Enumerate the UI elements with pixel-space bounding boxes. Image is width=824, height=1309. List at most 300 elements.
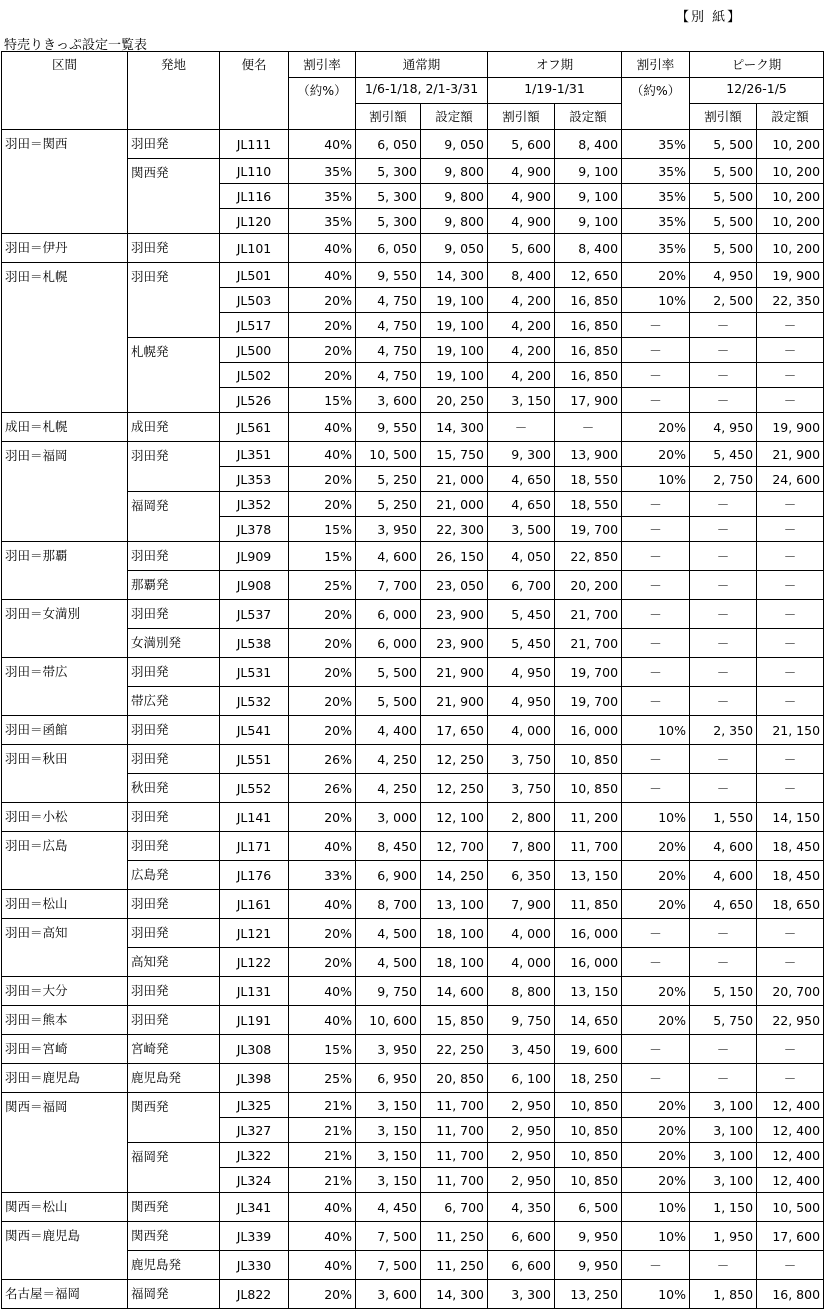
origin-cell: 羽田発 (128, 130, 220, 159)
off-discount-cell: 5, 450 (488, 629, 555, 658)
peak-discount-cell: 4, 650 (690, 890, 757, 919)
peak-discount-cell: 3, 100 (690, 1143, 757, 1168)
origin-cell: 羽田発 (128, 263, 220, 338)
rate-normal-cell: 40% (289, 130, 356, 159)
origin-cell: 鹿児島発 (128, 1251, 220, 1280)
off-fare-cell: 16, 850 (555, 338, 622, 363)
off-discount-cell: 5, 600 (488, 234, 555, 263)
header-peak-dates: 12/26-1/5 (690, 78, 824, 104)
route-cell: 羽田＝宮崎 (2, 1035, 128, 1064)
header-origin: 発地 (128, 52, 220, 130)
flight-number-cell: JL339 (220, 1222, 289, 1251)
normal-fare-cell: 15, 850 (421, 1006, 488, 1035)
normal-discount-cell: 4, 750 (356, 288, 421, 313)
off-fare-cell: 8, 400 (555, 234, 622, 263)
flight-number-cell: JL322 (220, 1143, 289, 1168)
peak-discount-cell: 4, 600 (690, 861, 757, 890)
rate-normal-cell: 40% (289, 1006, 356, 1035)
origin-cell: 羽田発 (128, 977, 220, 1006)
peak-fare-cell: 10, 200 (757, 209, 824, 234)
peak-discount-cell: － (690, 517, 757, 542)
table-row (2, 1064, 824, 1093)
flight-number-cell: JL161 (220, 890, 289, 919)
off-discount-cell: 2, 800 (488, 803, 555, 832)
peak-discount-cell: － (690, 919, 757, 948)
normal-fare-cell: 9, 050 (421, 130, 488, 159)
off-discount-cell: 3, 750 (488, 774, 555, 803)
peak-discount-cell: － (690, 948, 757, 977)
flight-number-cell: JL327 (220, 1118, 289, 1143)
off-fare-cell: 10, 850 (555, 1168, 622, 1193)
off-discount-cell: 6, 100 (488, 1064, 555, 1093)
header-flight: 便名 (220, 52, 289, 130)
flight-number-cell: JL176 (220, 861, 289, 890)
rate-normal-cell: 40% (289, 977, 356, 1006)
rate-normal-cell: 15% (289, 542, 356, 571)
normal-fare-cell: 23, 900 (421, 600, 488, 629)
rate-peak-cell: 20% (622, 413, 690, 442)
normal-discount-cell: 10, 600 (356, 1006, 421, 1035)
rate-normal-cell: 20% (289, 716, 356, 745)
normal-discount-cell: 6, 050 (356, 130, 421, 159)
rate-normal-cell: 20% (289, 629, 356, 658)
flight-number-cell: JL122 (220, 948, 289, 977)
peak-fare-cell: 12, 400 (757, 1168, 824, 1193)
normal-fare-cell: 14, 300 (421, 1280, 488, 1309)
peak-discount-cell: 5, 500 (690, 184, 757, 209)
peak-discount-cell: － (690, 1251, 757, 1280)
off-fare-cell: 9, 100 (555, 184, 622, 209)
route-cell: 羽田＝秋田 (2, 745, 128, 803)
normal-fare-cell: 23, 900 (421, 629, 488, 658)
rate-peak-cell: － (622, 492, 690, 517)
table-row (2, 1035, 824, 1064)
origin-cell: 羽田発 (128, 716, 220, 745)
off-discount-cell: 8, 800 (488, 977, 555, 1006)
peak-discount-cell: 5, 500 (690, 159, 757, 184)
flight-number-cell: JL111 (220, 130, 289, 159)
peak-fare-cell: － (757, 338, 824, 363)
peak-discount-cell: － (690, 687, 757, 716)
normal-fare-cell: 14, 600 (421, 977, 488, 1006)
off-discount-cell: 4, 200 (488, 288, 555, 313)
rate-peak-cell: 10% (622, 1280, 690, 1309)
normal-fare-cell: 11, 700 (421, 1118, 488, 1143)
peak-discount-cell: － (690, 363, 757, 388)
normal-discount-cell: 5, 300 (356, 184, 421, 209)
off-fare-cell: 12, 650 (555, 263, 622, 288)
origin-cell: 羽田発 (128, 803, 220, 832)
rate-normal-cell: 20% (289, 313, 356, 338)
origin-cell: 鹿児島発 (128, 1064, 220, 1093)
origin-cell: 帯広発 (128, 687, 220, 716)
peak-fare-cell: 19, 900 (757, 263, 824, 288)
off-fare-cell: 8, 400 (555, 130, 622, 159)
table-title: 特売りきっぷ設定一覧表 (4, 38, 148, 53)
attachment-note: 【別 紙】 (676, 10, 743, 25)
flight-number-cell: JL502 (220, 363, 289, 388)
flight-number-cell: JL538 (220, 629, 289, 658)
normal-discount-cell: 3, 600 (356, 388, 421, 413)
normal-fare-cell: 21, 000 (421, 492, 488, 517)
header-off-fare: 設定額 (555, 104, 622, 130)
off-fare-cell: 19, 600 (555, 1035, 622, 1064)
off-discount-cell: 4, 000 (488, 919, 555, 948)
route-cell: 羽田＝函館 (2, 716, 128, 745)
off-discount-cell: 6, 700 (488, 571, 555, 600)
route-cell: 羽田＝福岡 (2, 442, 128, 542)
normal-fare-cell: 17, 650 (421, 716, 488, 745)
peak-discount-cell: － (690, 745, 757, 774)
origin-cell: 女満別発 (128, 629, 220, 658)
peak-fare-cell: － (757, 745, 824, 774)
rate-peak-cell: 20% (622, 890, 690, 919)
normal-fare-cell: 11, 700 (421, 1093, 488, 1118)
off-fare-cell: 22, 850 (555, 542, 622, 571)
fare-table (1, 51, 824, 1309)
peak-discount-cell: 5, 500 (690, 130, 757, 159)
off-fare-cell: 18, 250 (555, 1064, 622, 1093)
peak-fare-cell: 18, 450 (757, 832, 824, 861)
route-cell: 羽田＝大分 (2, 977, 128, 1006)
off-fare-cell: 11, 200 (555, 803, 622, 832)
peak-fare-cell: － (757, 919, 824, 948)
origin-cell: 福岡発 (128, 1143, 220, 1193)
origin-cell: 羽田発 (128, 919, 220, 948)
route-cell: 羽田＝那覇 (2, 542, 128, 600)
peak-fare-cell: 10, 200 (757, 234, 824, 263)
normal-fare-cell: 11, 250 (421, 1222, 488, 1251)
rate-normal-cell: 26% (289, 774, 356, 803)
origin-cell: 福岡発 (128, 1280, 220, 1309)
peak-discount-cell: － (690, 1035, 757, 1064)
peak-fare-cell: － (757, 313, 824, 338)
off-discount-cell: 2, 950 (488, 1118, 555, 1143)
peak-discount-cell: 2, 500 (690, 288, 757, 313)
table-row (2, 716, 824, 745)
table-row (2, 542, 824, 571)
rate-peak-cell: － (622, 388, 690, 413)
normal-discount-cell: 4, 750 (356, 338, 421, 363)
normal-fare-cell: 18, 100 (421, 919, 488, 948)
normal-fare-cell: 9, 800 (421, 159, 488, 184)
off-fare-cell: 18, 550 (555, 467, 622, 492)
normal-discount-cell: 3, 600 (356, 1280, 421, 1309)
normal-discount-cell: 4, 750 (356, 363, 421, 388)
normal-fare-cell: 22, 300 (421, 517, 488, 542)
off-fare-cell: 21, 700 (555, 629, 622, 658)
rate-normal-cell: 20% (289, 600, 356, 629)
normal-discount-cell: 5, 250 (356, 467, 421, 492)
off-discount-cell: 4, 050 (488, 542, 555, 571)
rate-peak-cell: 20% (622, 1118, 690, 1143)
normal-discount-cell: 8, 700 (356, 890, 421, 919)
rate-peak-cell: 20% (622, 977, 690, 1006)
off-fare-cell: 9, 950 (555, 1222, 622, 1251)
peak-fare-cell: － (757, 1251, 824, 1280)
off-discount-cell: 5, 600 (488, 130, 555, 159)
peak-fare-cell: 18, 650 (757, 890, 824, 919)
normal-fare-cell: 21, 900 (421, 658, 488, 687)
table-row (2, 130, 824, 159)
origin-cell: 関西発 (128, 1193, 220, 1222)
normal-discount-cell: 4, 600 (356, 542, 421, 571)
flight-number-cell: JL171 (220, 832, 289, 861)
off-discount-cell: 9, 750 (488, 1006, 555, 1035)
header-route: 区間 (2, 52, 128, 130)
rate-normal-cell: 21% (289, 1093, 356, 1118)
normal-fare-cell: 19, 100 (421, 288, 488, 313)
normal-discount-cell: 4, 250 (356, 774, 421, 803)
route-cell: 羽田＝帯広 (2, 658, 128, 716)
rate-peak-cell: 20% (622, 861, 690, 890)
normal-discount-cell: 3, 150 (356, 1143, 421, 1168)
peak-discount-cell: － (690, 388, 757, 413)
flight-number-cell: JL552 (220, 774, 289, 803)
rate-normal-cell: 15% (289, 517, 356, 542)
flight-number-cell: JL551 (220, 745, 289, 774)
rate-peak-cell: － (622, 687, 690, 716)
flight-number-cell: JL537 (220, 600, 289, 629)
table-row (2, 832, 824, 861)
peak-fare-cell: － (757, 948, 824, 977)
fare-table-body (2, 130, 824, 1309)
flight-number-cell: JL120 (220, 209, 289, 234)
rate-peak-cell: 20% (622, 263, 690, 288)
off-discount-cell: 8, 400 (488, 263, 555, 288)
peak-fare-cell: 12, 400 (757, 1093, 824, 1118)
normal-discount-cell: 9, 550 (356, 413, 421, 442)
peak-fare-cell: － (757, 571, 824, 600)
peak-discount-cell: － (690, 1064, 757, 1093)
normal-discount-cell: 9, 750 (356, 977, 421, 1006)
header-peak: ピーク期 (690, 52, 824, 78)
peak-discount-cell: 5, 750 (690, 1006, 757, 1035)
rate-normal-cell: 21% (289, 1168, 356, 1193)
off-fare-cell: 10, 850 (555, 1093, 622, 1118)
rate-normal-cell: 20% (289, 288, 356, 313)
normal-fare-cell: 9, 800 (421, 209, 488, 234)
normal-discount-cell: 7, 700 (356, 571, 421, 600)
header-normal-disc: 割引額 (356, 104, 421, 130)
rate-peak-cell: 10% (622, 1222, 690, 1251)
off-fare-cell: 21, 700 (555, 600, 622, 629)
rate-normal-cell: 40% (289, 1193, 356, 1222)
normal-fare-cell: 13, 100 (421, 890, 488, 919)
peak-fare-cell: － (757, 492, 824, 517)
flight-number-cell: JL325 (220, 1093, 289, 1118)
table-row (2, 919, 824, 948)
rate-peak-cell: 35% (622, 209, 690, 234)
flight-number-cell: JL541 (220, 716, 289, 745)
peak-fare-cell: 17, 600 (757, 1222, 824, 1251)
table-row (2, 1193, 824, 1222)
off-discount-cell: 9, 300 (488, 442, 555, 467)
peak-fare-cell: 14, 150 (757, 803, 824, 832)
rate-peak-cell: － (622, 517, 690, 542)
off-fare-cell: 9, 950 (555, 1251, 622, 1280)
rate-peak-cell: 20% (622, 1006, 690, 1035)
peak-fare-cell: － (757, 658, 824, 687)
rate-peak-cell: － (622, 629, 690, 658)
peak-fare-cell: － (757, 1035, 824, 1064)
route-cell: 関西＝松山 (2, 1193, 128, 1222)
normal-fare-cell: 19, 100 (421, 313, 488, 338)
rate-peak-cell: － (622, 948, 690, 977)
peak-discount-cell: 3, 100 (690, 1168, 757, 1193)
peak-discount-cell: 1, 150 (690, 1193, 757, 1222)
normal-fare-cell: 18, 100 (421, 948, 488, 977)
off-fare-cell: 16, 000 (555, 948, 622, 977)
normal-discount-cell: 5, 250 (356, 492, 421, 517)
origin-cell: 羽田発 (128, 890, 220, 919)
rate-normal-cell: 40% (289, 234, 356, 263)
normal-fare-cell: 9, 800 (421, 184, 488, 209)
peak-fare-cell: 12, 400 (757, 1118, 824, 1143)
normal-fare-cell: 9, 050 (421, 234, 488, 263)
normal-discount-cell: 5, 500 (356, 687, 421, 716)
rate-normal-cell: 35% (289, 184, 356, 209)
off-discount-cell: 6, 600 (488, 1251, 555, 1280)
peak-discount-cell: 5, 500 (690, 234, 757, 263)
peak-fare-cell: － (757, 774, 824, 803)
rate-normal-cell: 33% (289, 861, 356, 890)
rate-peak-cell: 35% (622, 184, 690, 209)
rate-peak-cell: － (622, 571, 690, 600)
rate-peak-cell: － (622, 313, 690, 338)
route-cell: 羽田＝伊丹 (2, 234, 128, 263)
rate-peak-cell: － (622, 542, 690, 571)
rate-normal-cell: 35% (289, 159, 356, 184)
peak-fare-cell: 10, 200 (757, 159, 824, 184)
peak-discount-cell: 2, 350 (690, 716, 757, 745)
flight-number-cell: JL116 (220, 184, 289, 209)
table-row (2, 234, 824, 263)
rate-peak-cell: 10% (622, 288, 690, 313)
off-discount-cell: 3, 500 (488, 517, 555, 542)
header-off-disc: 割引額 (488, 104, 555, 130)
rate-peak-cell: 20% (622, 832, 690, 861)
flight-number-cell: JL822 (220, 1280, 289, 1309)
origin-cell: 高知発 (128, 948, 220, 977)
table-row (2, 745, 824, 774)
normal-fare-cell: 20, 850 (421, 1064, 488, 1093)
off-discount-cell: 4, 200 (488, 363, 555, 388)
rate-peak-cell: 35% (622, 159, 690, 184)
table-row (2, 1093, 824, 1118)
origin-cell: 札幌発 (128, 338, 220, 413)
table-row (2, 1280, 824, 1309)
peak-discount-cell: － (690, 571, 757, 600)
origin-cell: 羽田発 (128, 745, 220, 774)
normal-fare-cell: 6, 700 (421, 1193, 488, 1222)
peak-fare-cell: 19, 900 (757, 413, 824, 442)
peak-discount-cell: － (690, 492, 757, 517)
off-discount-cell: 4, 350 (488, 1193, 555, 1222)
normal-discount-cell: 7, 500 (356, 1222, 421, 1251)
off-fare-cell: － (555, 413, 622, 442)
off-fare-cell: 10, 850 (555, 1143, 622, 1168)
off-discount-cell: 4, 950 (488, 687, 555, 716)
flight-number-cell: JL353 (220, 467, 289, 492)
origin-cell: 羽田発 (128, 658, 220, 687)
off-fare-cell: 13, 900 (555, 442, 622, 467)
rate-peak-cell: － (622, 919, 690, 948)
normal-discount-cell: 3, 150 (356, 1093, 421, 1118)
off-fare-cell: 10, 850 (555, 774, 622, 803)
rate-normal-cell: 20% (289, 338, 356, 363)
rate-normal-cell: 20% (289, 803, 356, 832)
normal-discount-cell: 9, 550 (356, 263, 421, 288)
rate-normal-cell: 40% (289, 1222, 356, 1251)
rate-normal-cell: 25% (289, 1064, 356, 1093)
off-discount-cell: 4, 200 (488, 338, 555, 363)
table-row (2, 1222, 824, 1251)
off-fare-cell: 16, 000 (555, 919, 622, 948)
rate-normal-cell: 25% (289, 571, 356, 600)
off-fare-cell: 13, 250 (555, 1280, 622, 1309)
rate-peak-cell: － (622, 658, 690, 687)
off-fare-cell: 10, 850 (555, 1118, 622, 1143)
origin-cell: 羽田発 (128, 600, 220, 629)
flight-number-cell: JL501 (220, 263, 289, 288)
flight-number-cell: JL909 (220, 542, 289, 571)
normal-fare-cell: 23, 050 (421, 571, 488, 600)
normal-discount-cell: 5, 300 (356, 159, 421, 184)
route-cell: 羽田＝鹿児島 (2, 1064, 128, 1093)
rate-peak-cell: 10% (622, 803, 690, 832)
normal-discount-cell: 4, 250 (356, 745, 421, 774)
rate-normal-cell: 40% (289, 1251, 356, 1280)
route-cell: 関西＝福岡 (2, 1093, 128, 1193)
table-row (2, 803, 824, 832)
table-row (2, 977, 824, 1006)
flight-number-cell: JL526 (220, 388, 289, 413)
off-discount-cell: 6, 350 (488, 861, 555, 890)
peak-fare-cell: － (757, 542, 824, 571)
normal-discount-cell: 6, 900 (356, 861, 421, 890)
peak-fare-cell: － (757, 629, 824, 658)
header-rate-a: 割引率 (289, 52, 356, 78)
normal-fare-cell: 19, 100 (421, 338, 488, 363)
normal-fare-cell: 19, 100 (421, 363, 488, 388)
off-discount-cell: 4, 200 (488, 313, 555, 338)
peak-discount-cell: － (690, 658, 757, 687)
rate-peak-cell: 35% (622, 234, 690, 263)
rate-normal-cell: 21% (289, 1118, 356, 1143)
rate-normal-cell: 20% (289, 363, 356, 388)
flight-number-cell: JL500 (220, 338, 289, 363)
peak-fare-cell: 21, 900 (757, 442, 824, 467)
table-row (2, 1006, 824, 1035)
off-fare-cell: 18, 550 (555, 492, 622, 517)
rate-peak-cell: － (622, 363, 690, 388)
off-discount-cell: 3, 300 (488, 1280, 555, 1309)
peak-discount-cell: 1, 550 (690, 803, 757, 832)
flight-number-cell: JL324 (220, 1168, 289, 1193)
flight-number-cell: JL101 (220, 234, 289, 263)
off-discount-cell: － (488, 413, 555, 442)
flight-number-cell: JL531 (220, 658, 289, 687)
flight-number-cell: JL351 (220, 442, 289, 467)
normal-discount-cell: 3, 950 (356, 517, 421, 542)
normal-fare-cell: 14, 300 (421, 263, 488, 288)
peak-fare-cell: 20, 700 (757, 977, 824, 1006)
off-discount-cell: 4, 650 (488, 492, 555, 517)
off-discount-cell: 5, 450 (488, 600, 555, 629)
peak-fare-cell: － (757, 388, 824, 413)
rate-peak-cell: － (622, 774, 690, 803)
